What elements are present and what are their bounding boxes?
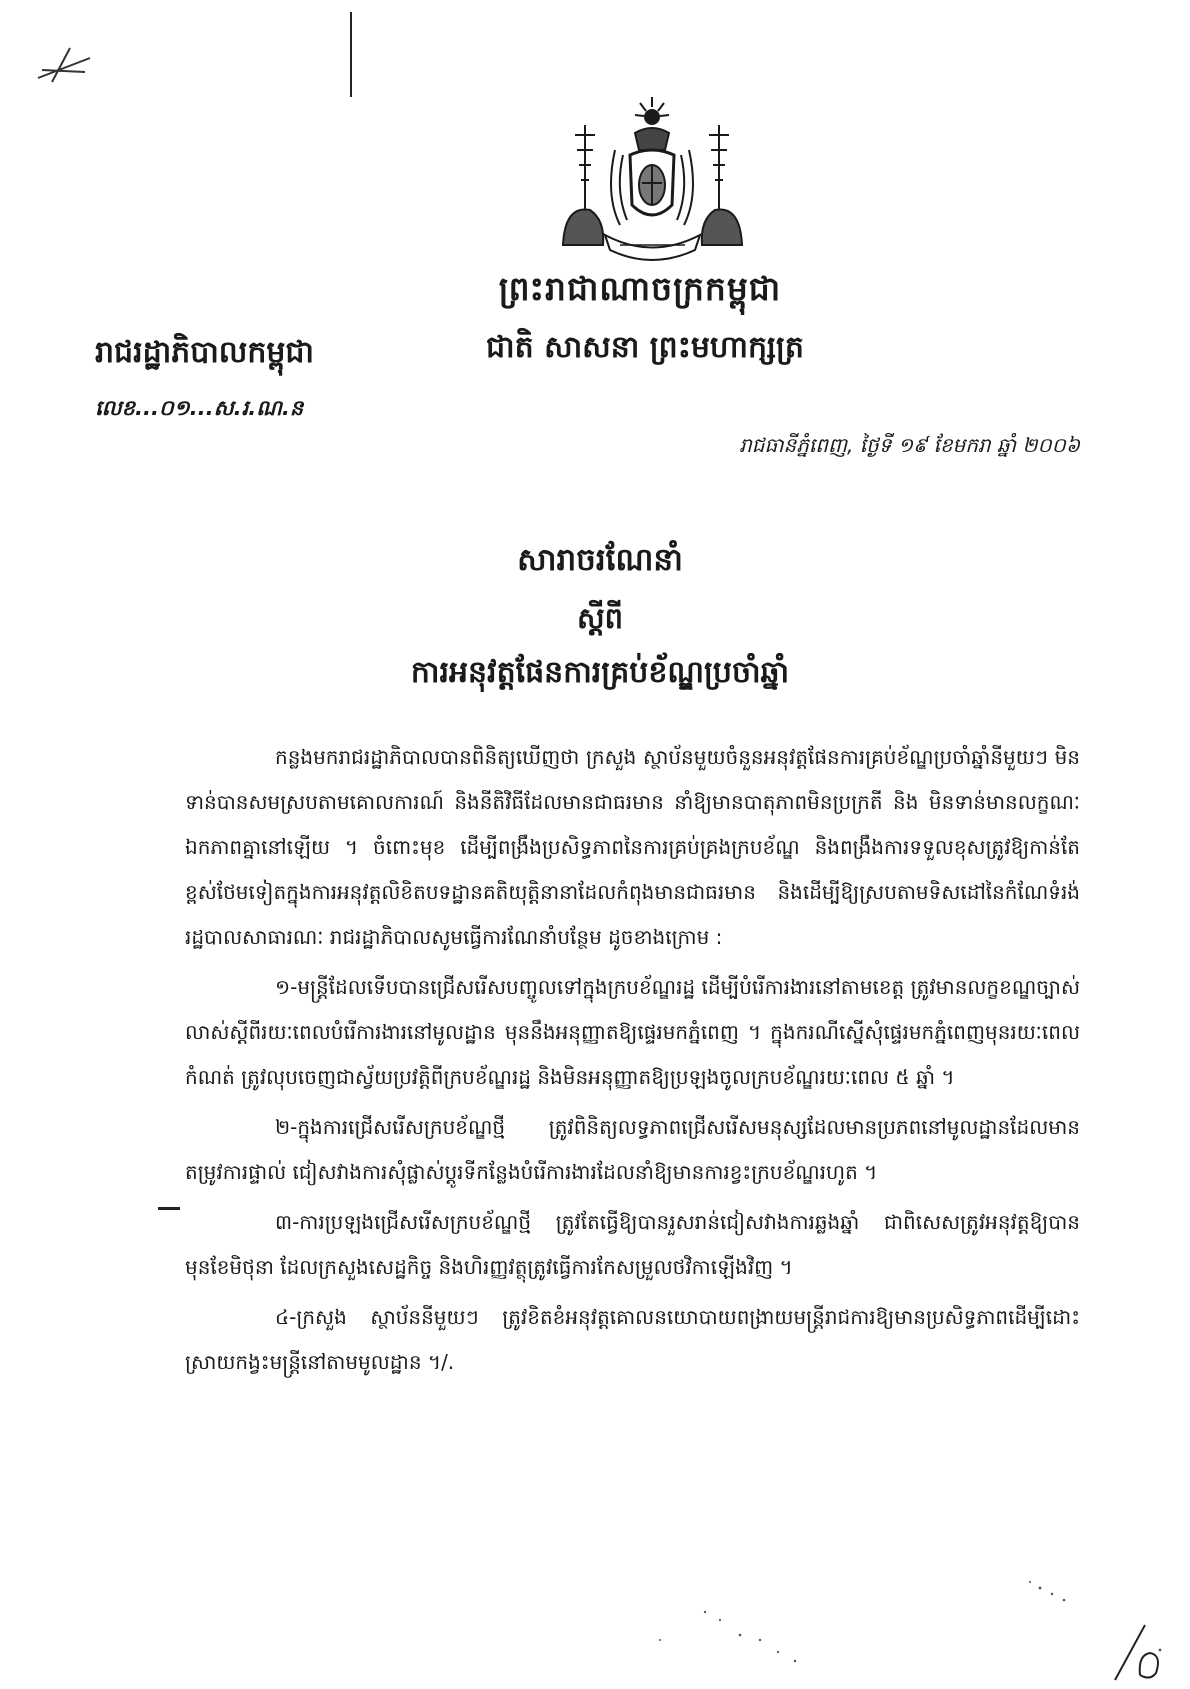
reference-number: លេខ...០១...ស.រ.ណ.ន [95,396,304,420]
intro-paragraph: កន្លងមករាជរដ្ឋាភិបាលបានពិនិត្យឃើញថា ក្រសួង ស្ថាប័នមួយចំនួនអនុវត្តផែនការគ្រប់ខ័ណ្ឌប្រចាំឆ្នាំនីមួយៗ មិនទាន់បានសមស្របតាមគោលការណ៍ និងនីតិវិធីដែលមានជាធរមាន នាំឱ្យមានបាតុភាពមិនប្រក្រតី និង មិនទាន់មានលក្ខណៈឯកភាពគ្នានៅឡើយ ។ ចំពោះមុខ ដើម្បីពង្រឹងប្រសិទ្ធភាពនៃការគ្រប់គ្រងក្របខ័ណ្ឌ និងពង្រឹងការទទួលខុសត្រូវឱ្យកាន់តែខ្ពស់ថែមទៀតក្នុងការអនុវត្តលិខិតបទដ្ឋានគតិយុត្តិនានាដែលកំពុងមានជាធរមាន និងដើម្បីឱ្យស្របតាមទិសដៅនៃកំណែទំរង់រដ្ឋបាលសាធារណៈ រាជរដ្ឋាភិបាលសូមធ្វើការណែនាំបន្ថែម ដូចខាងក្រោម : [185,745,1080,949]
national-motto: ជាតិ សាសនា ព្រះមហាក្សត្រ [486,330,804,365]
document-subject: ការអនុវត្តផែនការគ្រប់ខ័ណ្ឌប្រចាំឆ្នាំ [410,655,790,690]
handwritten-page-mark [1110,1615,1170,1685]
title-subject-label: ស្តីពី [576,601,624,635]
kingdom-heading: ព្រះរាជាណាចក្រកម្ពុជា [498,269,782,308]
point-3-paragraph: ៣-ការប្រឡងជ្រើសរើសក្របខ័ណ្ឌថ្មី ត្រូវតែធ្វើឱ្យបានរួសរាន់ជៀសវាងការឆ្លងឆ្នាំ ជាពិសេសត្រូវអនុវត្តឱ្យបានមុនខែមិថុនា ដែលក្រសួងសេដ្ឋកិច្ច និងហិរញ្ញវត្ថុត្រូវធ្វើការកែសម្រួលថវិកាឡើងវិញ ។ [185,1210,1080,1279]
point-2-paragraph: ២-ក្នុងការជ្រើសរើសក្របខ័ណ្ឌថ្មី ត្រូវពិនិត្យលទ្ធភាពជ្រើសរើសមនុស្សដែលមានប្រភពនៅមូលដ្ឋានដែលមានតម្រូវការផ្ទាល់ ជៀសវាងការសុំផ្លាស់ប្តូរទីកន្លែងបំរើការងារដែលនាំឱ្យមានការខ្វះក្របខ័ណ្ឌរហូត ។ [185,1115,1080,1184]
government-name: រាជរដ្ឋាភិបាលកម្ពុជា [95,335,314,370]
point-1-paragraph: ១-មន្ត្រីដែលទើបបានជ្រើសរើសបញ្ចូលទៅក្នុងក្របខ័ណ្ឌរដ្ឋ ដើម្បីបំរើការងារនៅតាមខេត្ត ត្រូវមានលក្ខខណ្ឌច្បាស់លាស់ស្តីពីរយៈពេលបំរើការងារនៅមូលដ្ឋាន មុននឹងអនុញ្ញាតឱ្យផ្ទេរមកភ្នំពេញ ។ ក្នុងករណីស្នើសុំផ្ទេរមកភ្នំពេញមុនរយៈពេលកំណត់ ត្រូវលុបចេញជាស្វ័យប្រវត្តិពីក្របខ័ណ្ឌរដ្ឋ និងមិនអនុញ្ញាតឱ្យប្រឡងចូលក្របខ័ណ្ឌរយៈពេល ៥ ឆ្នាំ ។ [185,975,1080,1089]
document-title: សារាចរណែនាំ [517,542,683,578]
document-date: រាជធានីភ្នំពេញ, ថ្ងៃទី ១៩ ខែមករា ឆ្នាំ ២០០៦ [739,433,1080,457]
point-4-paragraph: ៤-ក្រសួង ស្ថាប័ននីមួយៗ ត្រូវខិតខំអនុវត្តគោលនយោបាយពង្រាយមន្ត្រីរាជការឱ្យមានប្រសិទ្ធភាពដើម្បីដោះស្រាយកង្វះមន្ត្រីនៅតាមមូលដ្ឋាន ។/. [185,1305,1080,1374]
